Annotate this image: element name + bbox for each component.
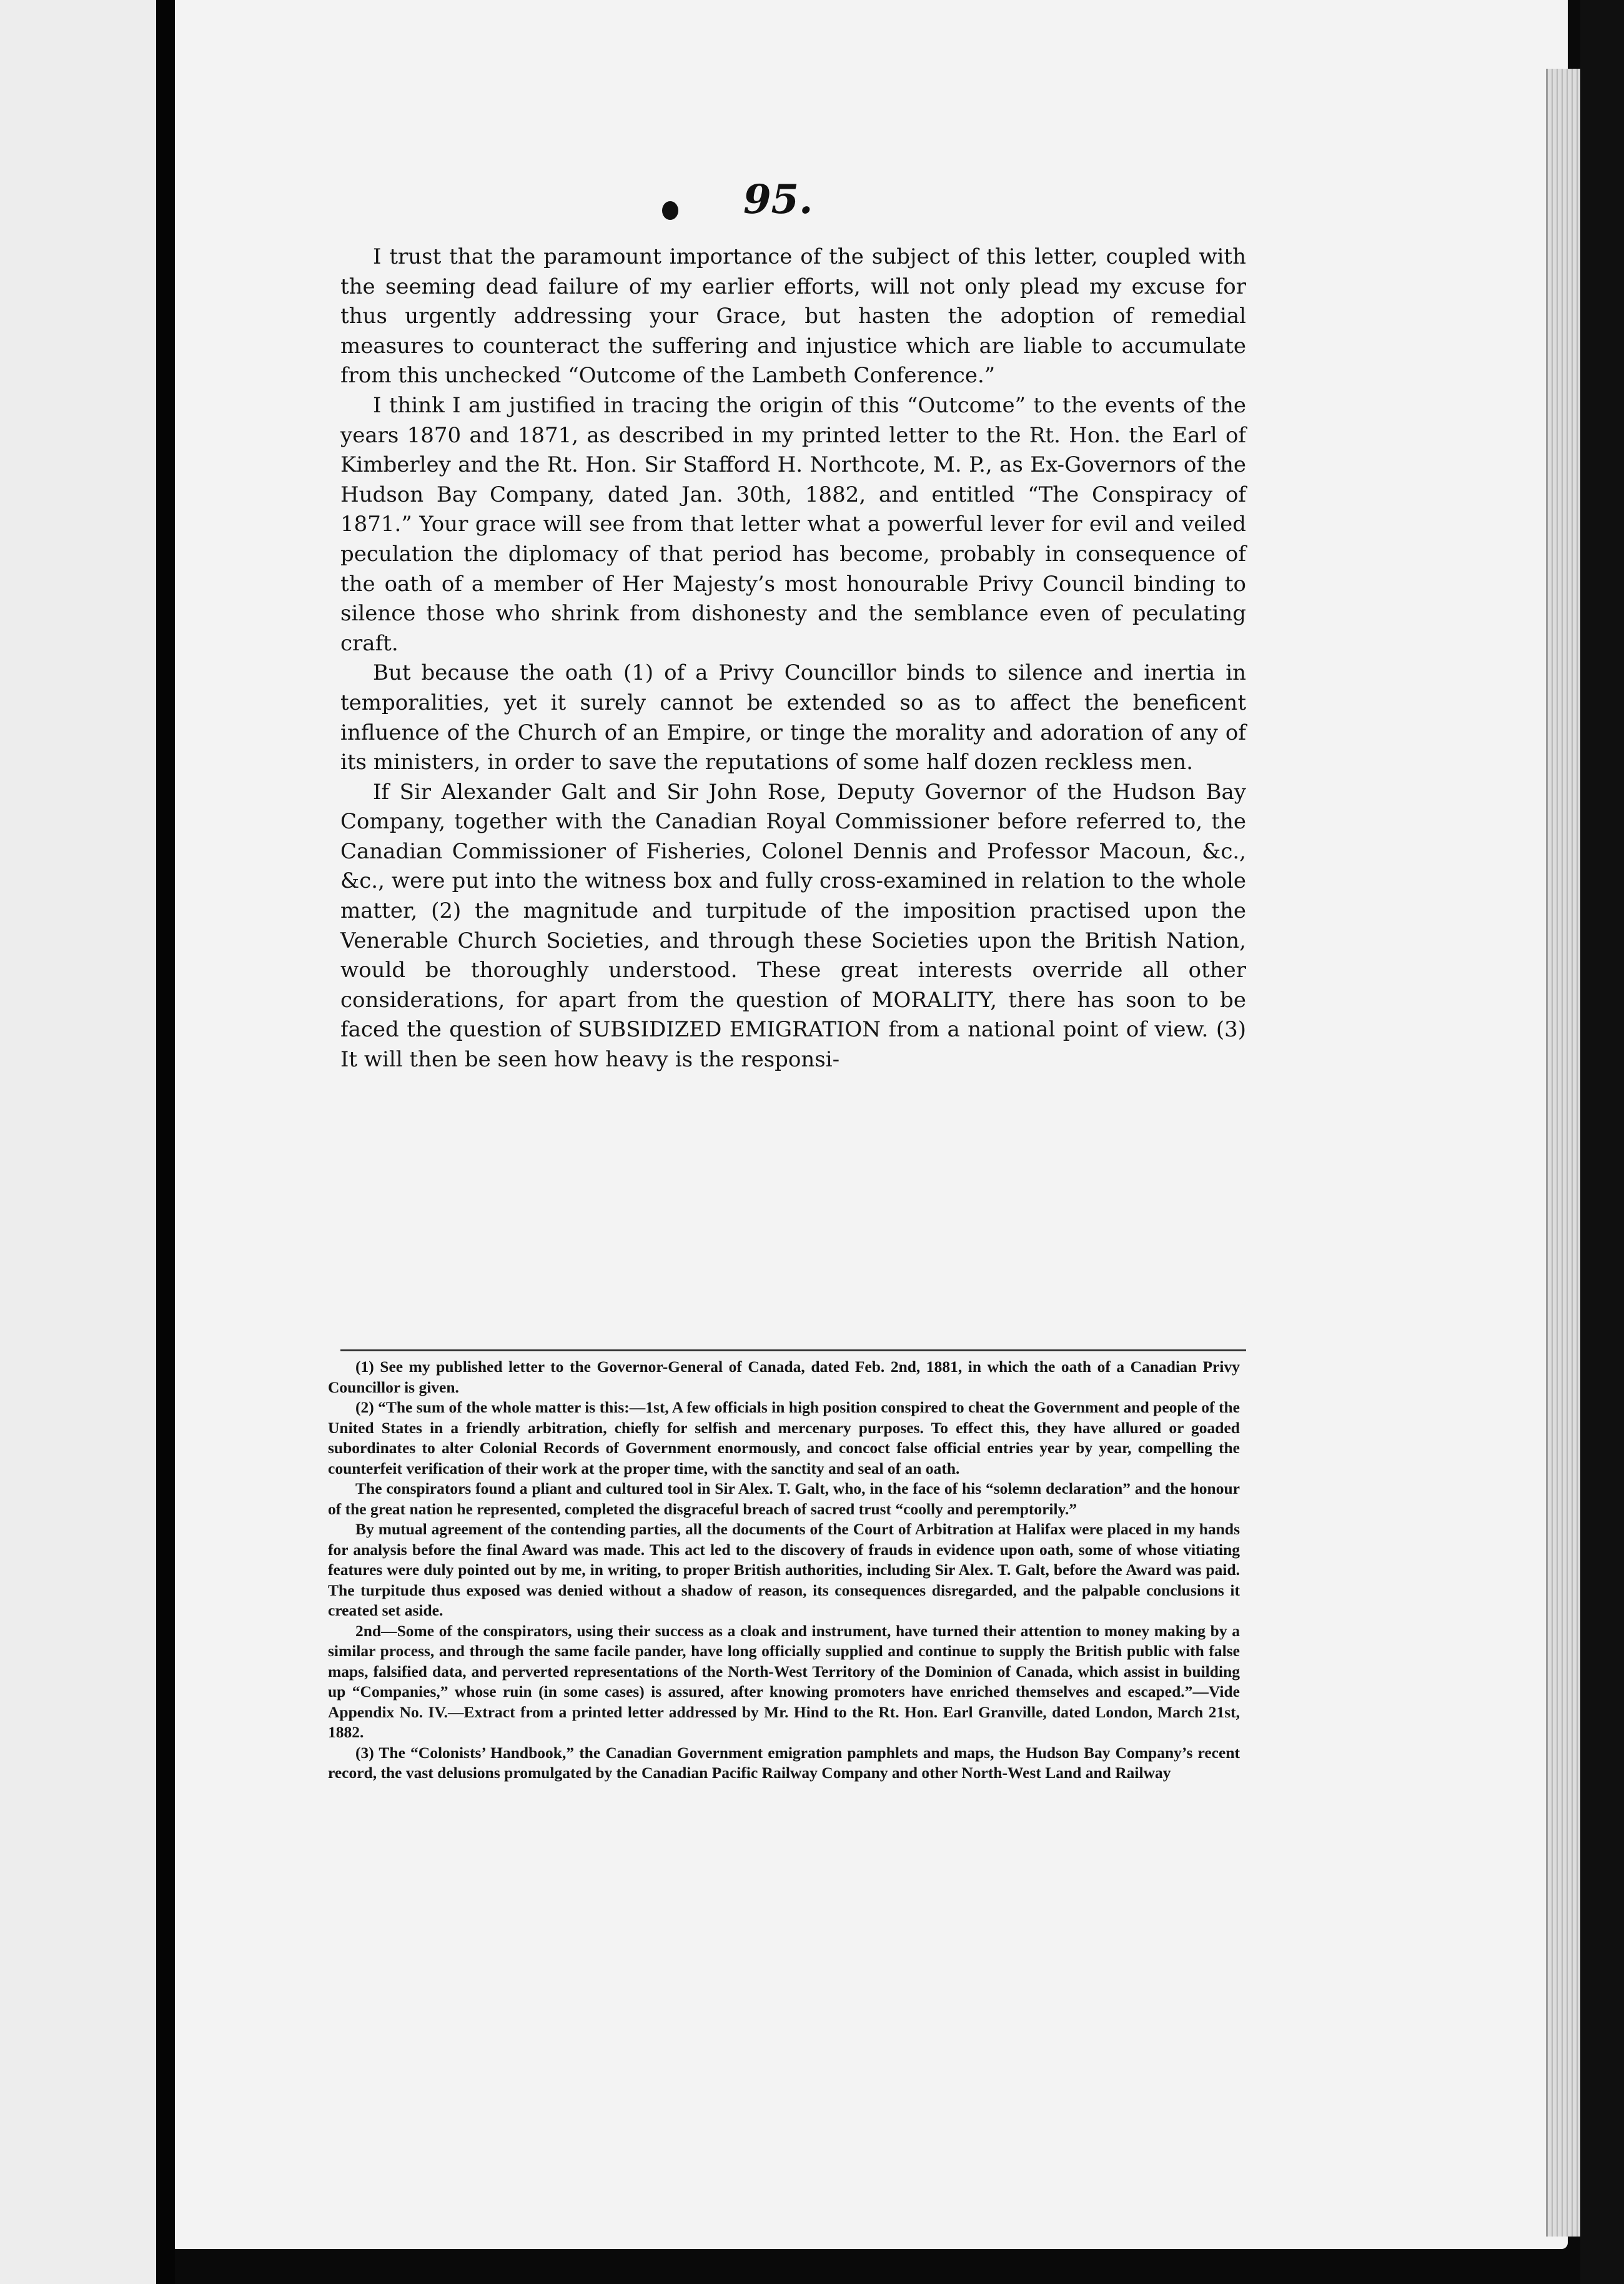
footnote-1: (1) See my published letter to the Governor-General of Canada, dated Feb. 2nd, 1881, in which the oath of a Canadian Privy Councillor is given. (328, 1358, 1240, 1396)
main-text (340, 242, 1246, 1075)
facing-page-edge (0, 0, 156, 2284)
footnote-divider (340, 1349, 1246, 1351)
ink-blot-mark (662, 201, 678, 220)
page-number: 95. (743, 176, 813, 223)
paragraph-4: If Sir Alexander Galt and Sir John Rose, Deputy Governor of the Hudson Bay Company, together with the Canadian Royal Commissioner before referred to, the Canadian Commissioner of Fisheries, Colonel Dennis and Professor Macoun, &c., &c., were put into the witness box and fully cross-examined in relation to the whole matter, (2) the magnitude and turpitude of the imposition practised upon the Venerable Church Societies, and through these Societies upon the British Nation, would be thoroughly understood. These great interests override all other considerations, for apart from the question of MORALITY, there has soon to be faced the question of SUBSIDIZED EMIGRATION from a national point of view. (3) It will then be seen how heavy is the responsi- (340, 779, 1246, 1073)
background-edge (1580, 0, 1624, 2284)
footnote-3: (3) The “Colonists’ Handbook,” the Canadian Government emigration pamphlets and maps, the Hudson Bay Company’s recent record, the vast delusions promulgated by the Canadian Pacific Railway Company and other North-West Land and Railway (328, 1743, 1240, 1782)
footnote-2-continued-a: The conspirators found a pliant and cultured tool in Sir Alex. T. Galt, who, in the face of his “solemn declaration” and the honour of the great nation he represented, completed the disgraceful breach of sacred trust “coolly and peremptorily.” (328, 1479, 1240, 1518)
footnote-2-continued-b: By mutual agreement of the contending parties, all the documents of the Court of Arbitration at Halifax were placed in my hands for analysis before the final Award was made. This act led to the discovery of frauds in evidence upon oath, some of whose vitiating features were duly pointed out by me, in writing, to proper British authorities, including Sir Alex. T. Galt, before the Award was paid. The turpitude thus exposed was denied without a shadow of reason, its consequences disregarded, and the palpable conclusions it created set aside. (328, 1520, 1240, 1619)
paragraph-3: But because the oath (1) of a Privy Councillor binds to silence and inertia in temporalities, yet it surely cannot be extended so as to affect the beneficent influence of the Church of an Empire, or tinge the morality and adoration of any of its ministers, in order to save the reputations of some half dozen reckless men. (340, 660, 1246, 775)
page-stack-edge (1546, 69, 1584, 2237)
book-spine (156, 0, 175, 2284)
paragraph-2: I think I am justified in tracing the origin of this “Outcome” to the events of the years 1870 and 1871, as described in my printed letter to the Rt. Hon. the Earl of Kimberley and the Rt. Hon. Sir Stafford H. Northcote, M. P., as Ex-Governors of the Hudson Bay Company, dated Jan. 30th, 1882, and entitled “The Conspiracy of 1871.” Your grace will see from that letter what a powerful lever for evil and veiled peculation the diplomacy of that period has become, probably in consequence of the oath of a member of Her Majesty’s most honourable Privy Council binding to silence those who shrink from dishonesty and the semblance even of peculating craft. (340, 392, 1246, 656)
footnote-2-continued-c: 2nd—Some of the conspirators, using their success as a cloak and instrument, have turned their attention to money making by a similar process, and through the same facile pander, have long officially supplied and continue to supply the British public with false maps, falsified data, and perverted representations of the North-West Territory of the Dominion of Canada, which assist in building up “Companies,” whose ruin (in some cases) is assured, after knowing promoters have enriched themselves and escaped.”—Vide Appendix No. IV.—Extract from a printed letter addressed by Mr. Hind to the Rt. Hon. Earl Granville, dated London, March 21st, 1882. (328, 1621, 1240, 1741)
footnote-2: (2) “The sum of the whole matter is this:—1st, A few officials in high position conspired to cheat the Government and people of the United States in a friendly arbitration, chiefly for selfish and mercenary purposes. To effect this, they have allured or goaded subordinates to alter Colonial Records of Government enormously, and concoct false official entries year by year, compelling the counterfeit verification of their work at the proper time, with the sanctity and seal of an oath. (328, 1398, 1240, 1477)
paragraph-1: I trust that the paramount importance of the subject of this letter, coupled with the seeming dead failure of my earlier efforts, will not only plead my excuse for thus urgently addressing your Grace, but hasten the adoption of remedial measures to counteract the suffering and injustice which are liable to accumulate from this unchecked “Outcome of the Lambeth Conference.” (340, 244, 1246, 389)
footnotes (328, 1357, 1240, 1784)
